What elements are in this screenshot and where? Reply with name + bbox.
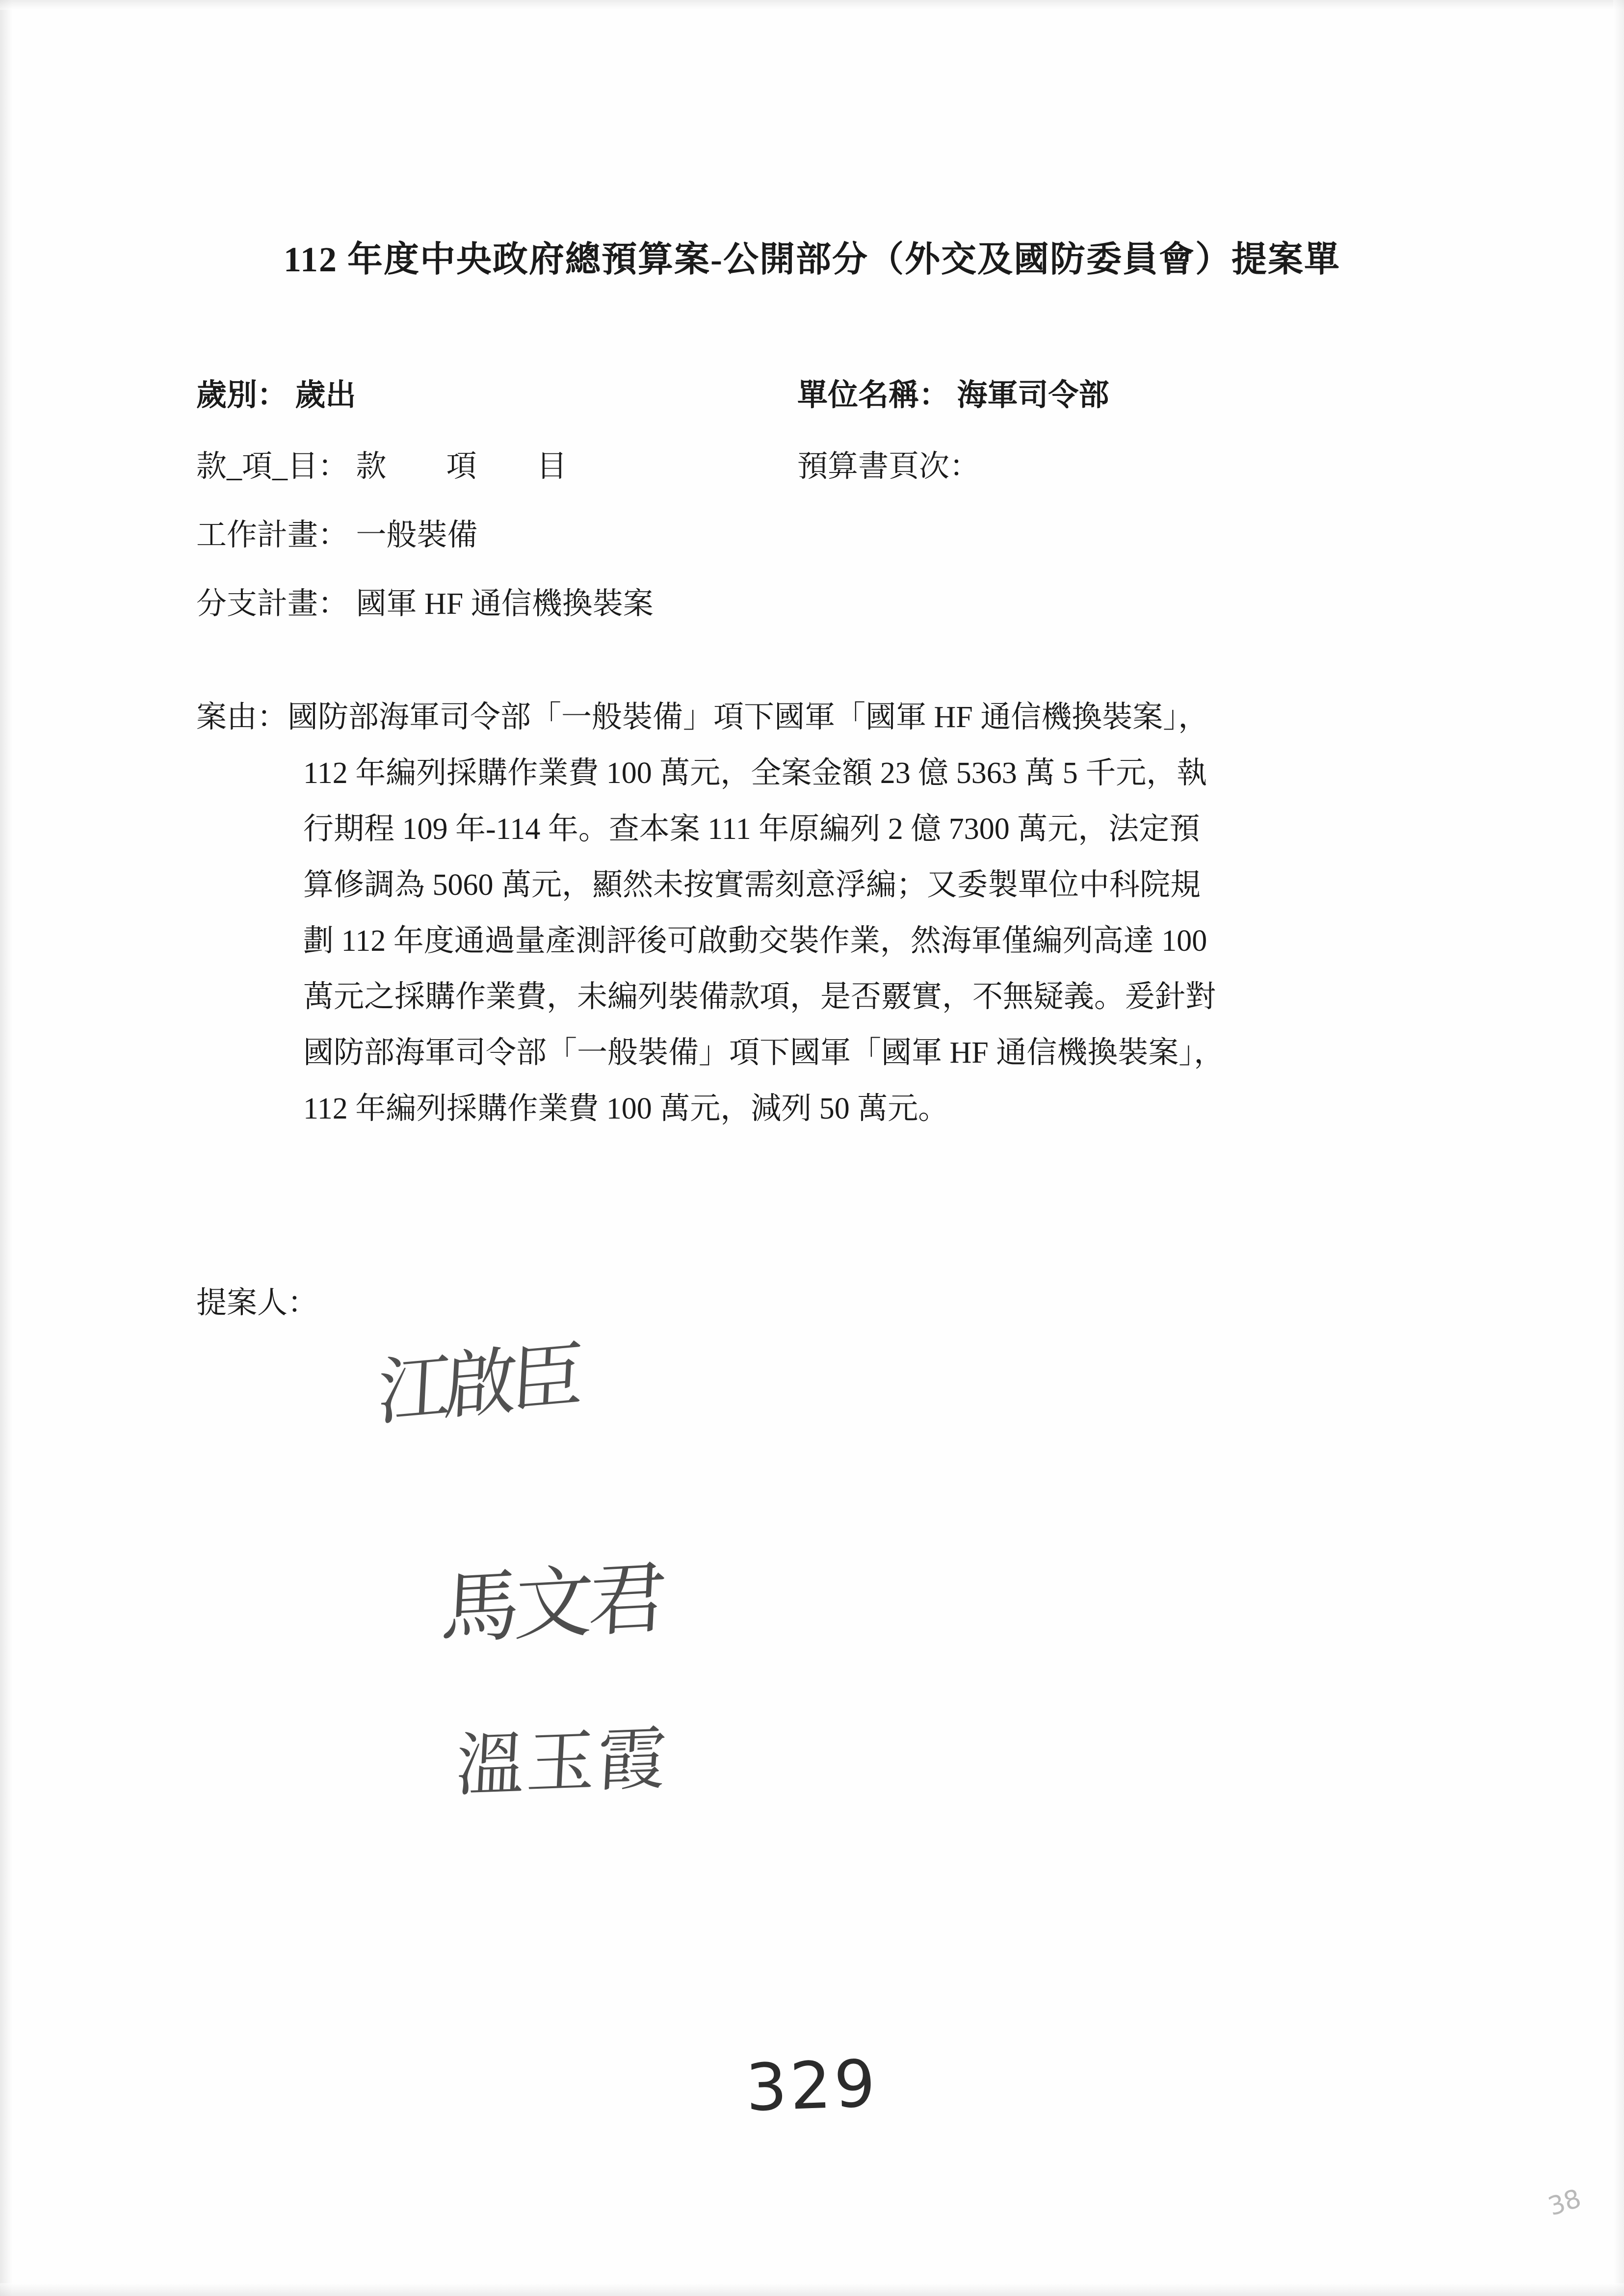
proposal-body	[196, 689, 1457, 1137]
field-branch-plan	[196, 579, 654, 623]
field-work-plan-value: 一般裝備	[356, 519, 478, 552]
proposal-line-5: 萬元之採購作業費，未編列裝備款項，是否覈實，不無疑義。爰針對	[303, 980, 1216, 1014]
scan-edge-top	[0, 0, 1624, 10]
proposal-lead-label: 案由：	[196, 701, 288, 734]
proposal-line-0	[196, 689, 1457, 745]
signature-2: 馬文君	[439, 1551, 664, 1656]
signature-3: 溫玉霞	[454, 1719, 670, 1806]
field-item-code	[196, 442, 582, 485]
scan-edge-right	[1613, 0, 1624, 2296]
field-unit-name-label: 單位名稱：	[797, 379, 950, 412]
proposal-line-1: 112 年編列採購作業費 100 萬元，全案金額 23 億 5363 萬 5 千元，執	[303, 757, 1207, 790]
proposal-line-7: 112 年編列採購作業費 100 萬元，減列 50 萬元。	[303, 1092, 949, 1125]
proposal-line-2: 行期程 109 年-114 年。查本案 111 年原編列 2 億 7300 萬元，法定預	[303, 812, 1200, 846]
proposal-line-6: 國防部海軍司令部「一般裝備」項下國軍「國軍 HF 通信機換裝案」，	[303, 1036, 1225, 1070]
field-fiscal-type	[196, 370, 356, 414]
field-budget-page-label: 預算書頁次：	[797, 450, 980, 483]
scan-edge-left	[0, 0, 13, 2296]
field-budget-page	[797, 442, 980, 485]
proposer-label: 提案人：	[196, 1286, 318, 1320]
corner-mark: 38	[1545, 2184, 1585, 2222]
field-fiscal-type-value: 歲出	[295, 379, 356, 412]
field-branch-plan-label: 分支計畫：	[196, 587, 349, 621]
field-work-plan	[196, 510, 478, 554]
proposal-line-4: 劃 112 年度通過量產測評後可啟動交裝作業，然海軍僅編列高達 100	[303, 924, 1207, 958]
signature-1: 江啟臣	[375, 1332, 580, 1436]
field-unit-name-value: 海軍司令部	[957, 379, 1109, 412]
field-unit-name	[797, 370, 1109, 414]
field-fiscal-type-label: 歲別：	[196, 379, 288, 412]
page-number: 329	[744, 2046, 880, 2126]
field-item-code-label: 款_項_目：	[196, 450, 349, 483]
proposal-line-3: 算修調為 5060 萬元，顯然未按實需刻意浮編；又委製單位中科院規	[303, 868, 1201, 902]
proposal-line-0-text: 國防部海軍司令部「一般裝備」項下國軍「國軍 HF 通信機換裝案」，	[288, 701, 1209, 734]
field-branch-plan-value: 國軍 HF 通信機換裝案	[356, 587, 654, 621]
field-item-code-value: 款 項 目	[356, 450, 582, 483]
field-work-plan-label: 工作計畫：	[196, 519, 349, 552]
page-title: 112 年度中央政府總預算案-公開部分（外交及國防委員會）提案單	[283, 240, 1340, 279]
scan-edge-bottom	[0, 2283, 1624, 2296]
